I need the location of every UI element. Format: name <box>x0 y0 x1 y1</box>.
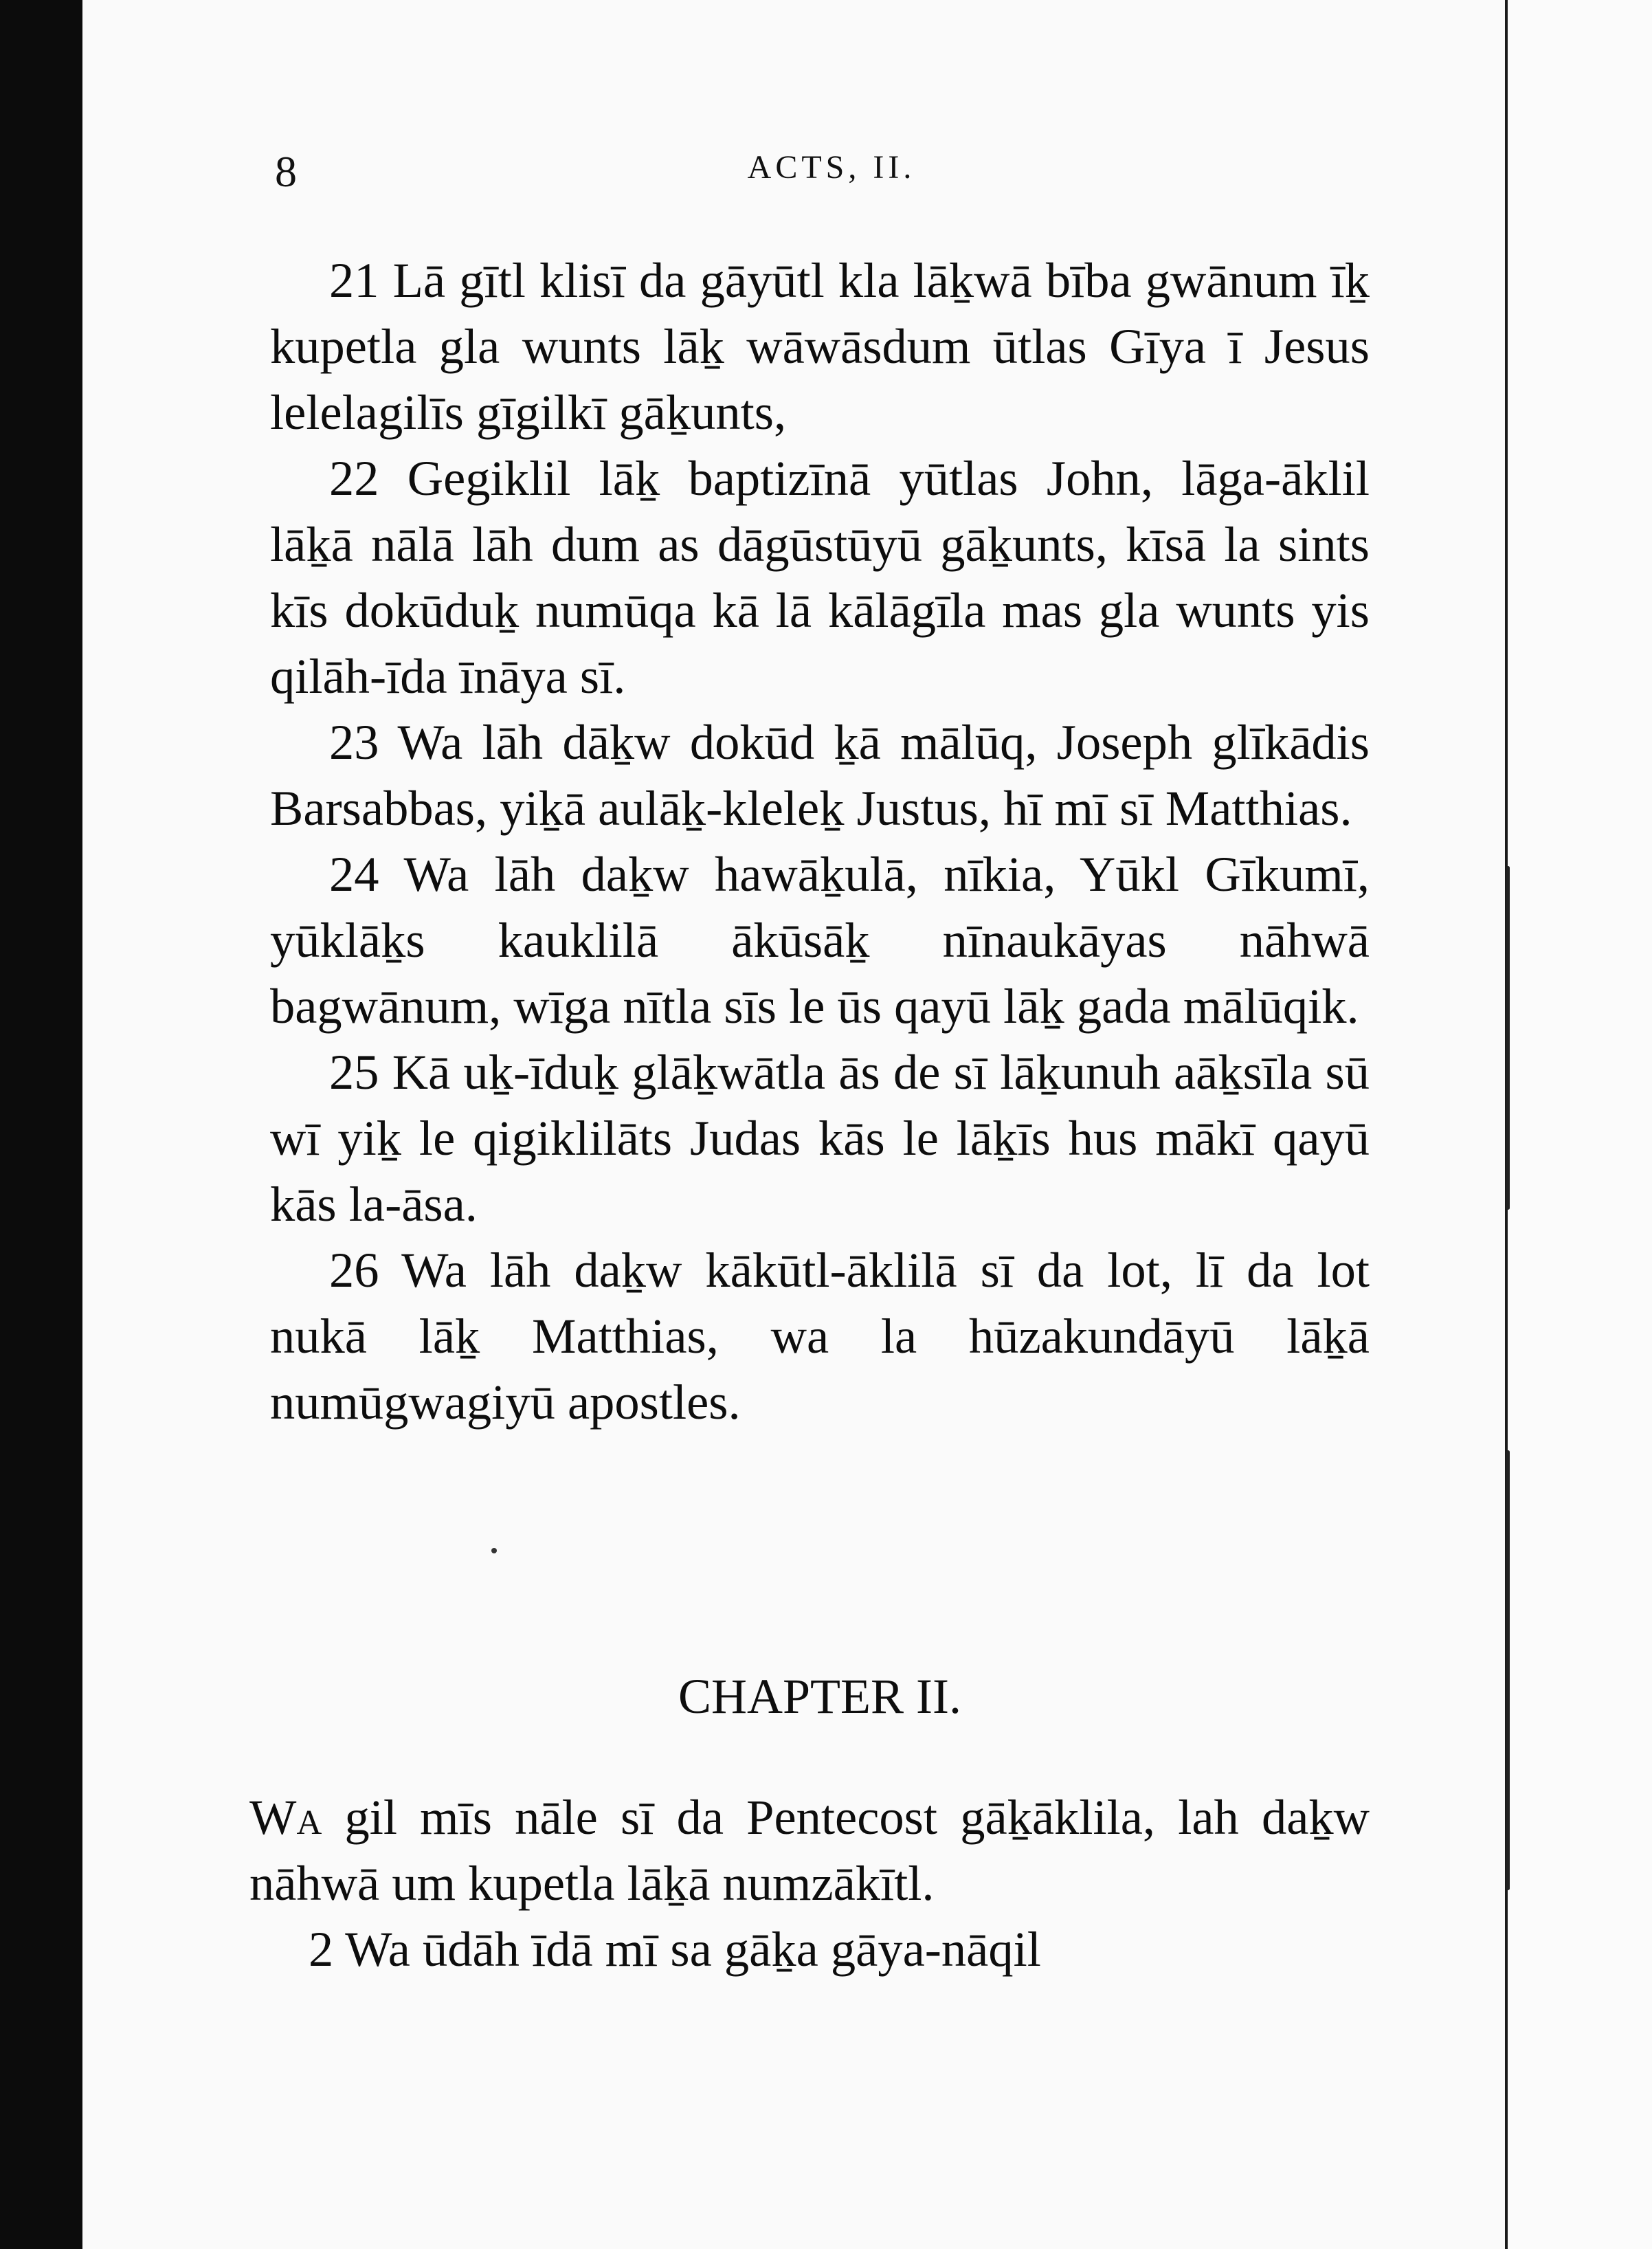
scan-speck <box>491 1548 497 1553</box>
verse-24: 24 Wa lāh daḵw hawāḵulā, nīkia, Yūkl Gīkumī, yūklāḵs kauklilā ākūsāḵ nīnaukāyas nāhwā bagwānum, wīga nītla sīs le ūs qayū lāḵ gada mālūqik. <box>270 846 1370 1034</box>
verse-23: 23 Wa lāh dāḵw dokūd ḵā mālūq, Joseph glīkādis Barsabbas, yiḵā aulāḵ-kleleḵ Justus, hī mī sī Matthias. <box>270 714 1370 836</box>
verse-26: 26 Wa lāh daḵw kākūtl-āklilā sī da lot, lī da lot nukā lāḵ Matthias, wa la hūzakundāyū lāḵā numūgwagiyū apostles. <box>270 1242 1370 1430</box>
opening-word <box>249 1789 322 1845</box>
verse-block <box>270 247 1370 1435</box>
binding-edge-mark <box>1506 1450 1510 1890</box>
page-number: 8 <box>275 147 297 196</box>
verse-21: 21 Lā gītl klisī da gāyūtl kla lāḵwā bība gwānum īḵ kupetla gla wunts lāḵ wāwāsdum ūtlas Gīya ī Jesus lelelagilīs gīgilkī gāḵunts, <box>270 252 1370 440</box>
verse-25: 25 Kā uḵ-īduḵ glāḵwātla ās de sī lāḵunuh aāḵsīla sū wī yiḵ le qigiklilāts Judas kās le lāḵīs hus mākī qayū kās la-āsa. <box>270 1044 1370 1232</box>
verse-22: 22 Gegiklil lāḵ baptizīnā yūtlas John, lāga-āklil lāḵā nālā lāh dum as dāgūstūyū gāḵunts, kīsā la sints kīs dokūduḵ numūqa kā lā kālāgīla mas gla wunts yis qilāh-īda īnāya sī. <box>270 450 1370 704</box>
book-binding <box>1505 0 1652 2249</box>
chapter-first-paragraph <box>249 1784 1370 1916</box>
binding-edge-mark <box>1506 866 1510 1210</box>
first-paragraph-text: gil mīs nāle sī da Pentecost gāḵāklila, lah daḵw nāhwā um kupetla lāḵā numzākītl. <box>249 1789 1370 1911</box>
chapter-text <box>249 1784 1370 1982</box>
running-head: ACTS, II. <box>747 149 916 186</box>
page-header <box>275 144 1388 199</box>
opening-smallcaps: a <box>296 1789 322 1845</box>
chapter-second-paragraph: 2 Wa ūdāh īdā mī sa gāḵa gāya-nāqil <box>309 1921 1041 1977</box>
opening-initial: W <box>249 1789 297 1845</box>
chapter-heading: CHAPTER II. <box>678 1669 961 1724</box>
